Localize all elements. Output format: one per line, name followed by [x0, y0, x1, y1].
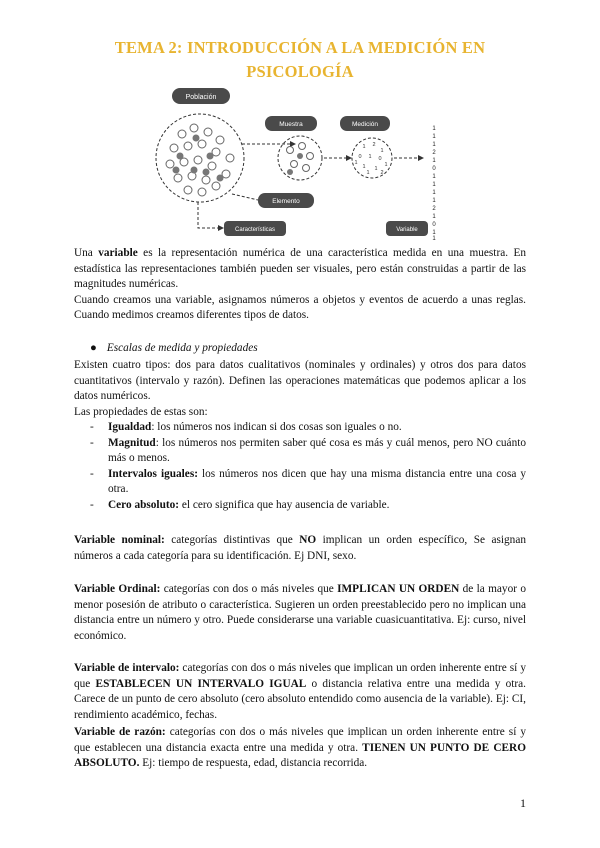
- svg-text:1: 1: [432, 126, 436, 132]
- caracteristicas-label: Características: [234, 227, 276, 233]
- svg-text:1: 1: [354, 160, 358, 166]
- svg-text:1: 1: [366, 170, 370, 176]
- ordinal-section: Variable Ordinal: categorías con dos o más niveles que IMPLICAN UN ORDEN de la mayor o menor posesión de atributo o característica. Sugieren un orden preestablecido pero no implican una distancia entre un número y otro. Puede considerarse una variable cuasicuantitativa. Ej: curso, nivel económico.: [74, 583, 526, 642]
- svg-text:1: 1: [432, 134, 436, 140]
- property-item: - Intervalos iguales: los números nos dicen que hay una misma distancia entre una cosa y otra.: [90, 467, 526, 495]
- arrow-to-elemento: [232, 194, 258, 200]
- property-item: - Magnitud: los números nos permiten saber qué cosa es más y cuál menos, pero NO cuánto más o menos.: [90, 436, 526, 464]
- razon-section: Variable de razón: categorías con dos o más niveles que implican un orden inherente entre sí y que establecen una distancia exacta entre una medida y otra. TIENEN UN PUNTO DE CERO ABSOLUTO. Ej: tiempo de respuesta, edad, distancia recorrida.: [74, 726, 526, 769]
- svg-text:0: 0: [432, 166, 436, 172]
- svg-text:2: 2: [372, 142, 376, 148]
- svg-text:1: 1: [368, 154, 372, 160]
- measurement-diagram: [150, 86, 450, 242]
- arrow-to-caracteristicas: [198, 202, 218, 228]
- svg-text:1: 1: [362, 144, 366, 150]
- svg-text:1: 1: [432, 158, 436, 164]
- scales-heading: ● Escalas de medida y propiedades: [90, 342, 258, 354]
- svg-text:0: 0: [432, 222, 436, 228]
- elemento-label: Elemento: [272, 198, 300, 205]
- svg-text:2: 2: [432, 206, 436, 212]
- intervalo-section: Variable de intervalo: categorías con dos o más niveles que implican un orden inherente entre sí y que ESTABLECEN UN INTERVALO IGUAL o distancia relativa entre una medida y otra. Carece de un punto de cero absoluto (cero absoluto entendido como ausencia de la variable). Ej: CI, rendimiento académico, fechas.: [74, 662, 526, 721]
- property-item: - Igualdad: los números nos indican si dos cosas son iguales o no.: [90, 421, 402, 433]
- svg-text:0: 0: [378, 156, 382, 162]
- intro-paragraph-2: Cuando creamos una variable, asignamos números a objetos y eventos de acuerdo a unas reglas. Cuando medimos creamos diferentes tipos de datos.: [74, 293, 526, 321]
- svg-text:1: 1: [432, 198, 436, 204]
- svg-text:2: 2: [380, 170, 384, 176]
- svg-text:2: 2: [432, 150, 436, 156]
- intro-paragraph-1: Una variable es la representación numérica de una característica medida en una muestra. En estadística las representaciones también pueden ser visuales, pero están construidas a partir de las magnitudes numéricas.: [74, 247, 526, 290]
- svg-text:1: 1: [432, 214, 436, 220]
- svg-text:1: 1: [432, 182, 436, 188]
- svg-text:1: 1: [432, 142, 436, 148]
- svg-text:1: 1: [374, 166, 378, 172]
- scales-paragraph-1: Existen cuatro tipos: dos para datos cualitativos (nominales y ordinales) y otros dos para datos cuantitativos (intervalo y razón). Definen las operaciones matemáticas que podemos aplicar a los datos numéricos.: [74, 359, 526, 402]
- svg-text:1: 1: [432, 230, 436, 236]
- svg-text:1: 1: [380, 148, 384, 154]
- svg-text:1: 1: [362, 164, 366, 170]
- scales-paragraph-2: Las propiedades de estas son:: [74, 405, 208, 418]
- svg-text:1: 1: [432, 190, 436, 196]
- variable-label: Variable: [396, 227, 418, 233]
- page-number: 1: [520, 796, 526, 810]
- measure-values: [354, 142, 387, 176]
- muestra-label: Muestra: [279, 121, 303, 128]
- property-item: - Cero absoluto: el cero significa que hay ausencia de variable.: [90, 498, 390, 511]
- intro-section: [74, 246, 526, 324]
- variable-column: [432, 126, 436, 242]
- page-title-line-1: TEMA 2: INTRODUCCIÓN A LA MEDICIÓN EN: [114, 38, 486, 57]
- bullet-icon: ●: [90, 342, 97, 354]
- page-title-line-2: PSICOLOGÍA: [246, 62, 354, 81]
- svg-text:0: 0: [358, 154, 362, 160]
- svg-text:1: 1: [432, 236, 436, 242]
- medicion-label: Medición: [351, 121, 379, 128]
- svg-text:1: 1: [432, 174, 436, 180]
- svg-text:1: 1: [384, 162, 388, 168]
- nominal-section: Variable nominal: categorías distintivas que NO implican un orden específico, Se asignan números a cada categoría para su identificación. Ej DNI, sexo.: [74, 534, 526, 562]
- scales-section: [74, 358, 526, 420]
- poblacion-label: Población: [185, 94, 217, 101]
- properties-list: [90, 420, 526, 513]
- population-elements: [166, 124, 234, 196]
